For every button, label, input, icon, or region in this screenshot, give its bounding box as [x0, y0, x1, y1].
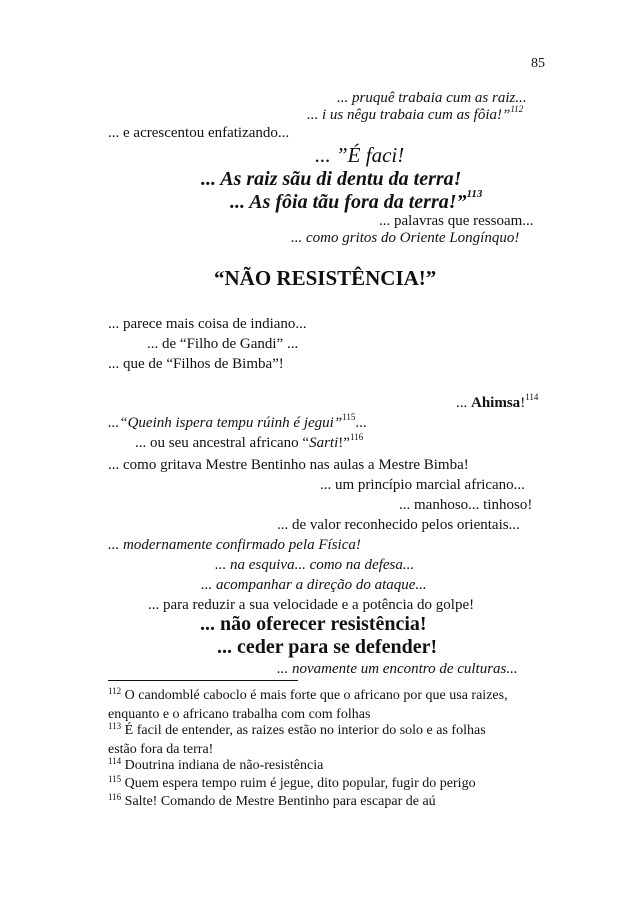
footnote-ref-114: 114	[525, 392, 539, 402]
footnote-112-cont	[108, 708, 370, 722]
text-line-2-body: ... i us nêgu trabaia cum as fôia!”	[307, 107, 511, 123]
ahimsa-term: Ahimsa	[471, 395, 521, 411]
text-line-1: ... pruquê trabaia cum as raiz...	[337, 90, 527, 106]
text-line-14	[135, 432, 364, 451]
footnote-text: enquanto e o africano trabalha com com folhas	[108, 707, 371, 722]
text-line-16: ... um princípio marcial africano...	[320, 477, 525, 493]
footnote-113-cont	[108, 743, 213, 757]
footnote-113	[108, 721, 486, 738]
text-line-23: ... não oferecer resistência!	[200, 613, 427, 635]
footnote-ref-113: 113	[466, 188, 483, 200]
text-line-11: ... que de “Filhos de Bimba”!	[108, 356, 284, 372]
text-line-19: ... modernamente confirmado pela Física!	[108, 537, 361, 553]
footnote-number: 115	[108, 774, 122, 784]
footnote-116	[108, 792, 436, 809]
footnote-text: Salte! Comando de Mestre Bentinho para escapar de aú	[124, 794, 436, 809]
text-line-5: ... As raiz sãu di dentu da terra!	[201, 168, 462, 190]
text-line-24: ... ceder para se defender!	[217, 636, 438, 658]
footnote-114	[108, 756, 324, 773]
footnote-112	[108, 686, 508, 703]
text-line-6	[230, 188, 483, 213]
text-line-13	[108, 412, 367, 431]
text-line-12-pre: ...	[456, 395, 471, 411]
section-heading: “NÃO RESISTÊNCIA!”	[214, 266, 437, 290]
footnote-number: 114	[108, 756, 122, 766]
footnote-text: estão fora da terra!	[108, 742, 214, 757]
text-line-14-post: !”	[338, 435, 350, 451]
text-line-17: ... manhoso... tinhoso!	[399, 497, 533, 513]
footnote-ref-115: 115	[342, 412, 356, 422]
text-line-3: ... e acrescentou enfatizando...	[108, 125, 290, 141]
text-line-14-pre: ... ou seu ancestral africano “	[135, 435, 310, 451]
footnote-number: 116	[108, 792, 122, 802]
text-line-6-body: ... As fôia tãu fora da terra!”	[230, 191, 467, 213]
footnote-ref-116: 116	[349, 432, 364, 442]
text-line-10: ... de “Filho de Gandi” ...	[147, 336, 299, 352]
footnote-number: 112	[108, 686, 122, 696]
footnote-text: É facil de entender, as raizes estão no interior do solo e as folhas	[124, 723, 486, 738]
text-line-12	[456, 392, 539, 411]
text-line-12-post: !	[520, 395, 526, 411]
text-line-13-quote: ...“Queinh ispera tempu rúinh é jegui”	[108, 415, 343, 431]
text-line-4: ... ”É faci!	[315, 143, 405, 167]
page-number: 85	[531, 56, 545, 71]
footnote-text: Doutrina indiana de não-resistência	[124, 758, 324, 773]
text-line-21: ... acompanhar a direção do ataque...	[201, 577, 427, 593]
footnote-text: Quem espera tempo ruim é jegue, dito popular, fugir do perigo	[124, 776, 476, 791]
text-line-8: ... como gritos do Oriente Longínquo!	[291, 230, 520, 246]
footnote-text: O candomblé caboclo é mais forte que o africano por que usa raizes,	[124, 688, 508, 703]
sarti-term: Sarti	[309, 435, 339, 451]
text-line-7: ... palavras que ressoam...	[379, 213, 534, 229]
text-line-9: ... parece mais coisa de indiano...	[108, 316, 307, 332]
text-line-15: ... como gritava Mestre Bentinho nas aulas a Mestre Bimba!	[108, 457, 469, 473]
text-line-2	[307, 104, 524, 123]
text-line-13-post: ...	[355, 415, 367, 431]
text-line-25: ... novamente um encontro de culturas...	[277, 661, 518, 677]
footnote-number: 113	[108, 721, 122, 731]
text-line-20: ... na esquiva... como na defesa...	[215, 557, 415, 573]
footnote-115	[108, 774, 476, 791]
footnote-ref-112: 112	[510, 104, 524, 114]
footnote-separator	[108, 680, 298, 681]
text-line-22: ... para reduzir a sua velocidade e a potência do golpe!	[148, 597, 475, 613]
text-line-18: ... de valor reconhecido pelos orientais...	[277, 517, 520, 533]
